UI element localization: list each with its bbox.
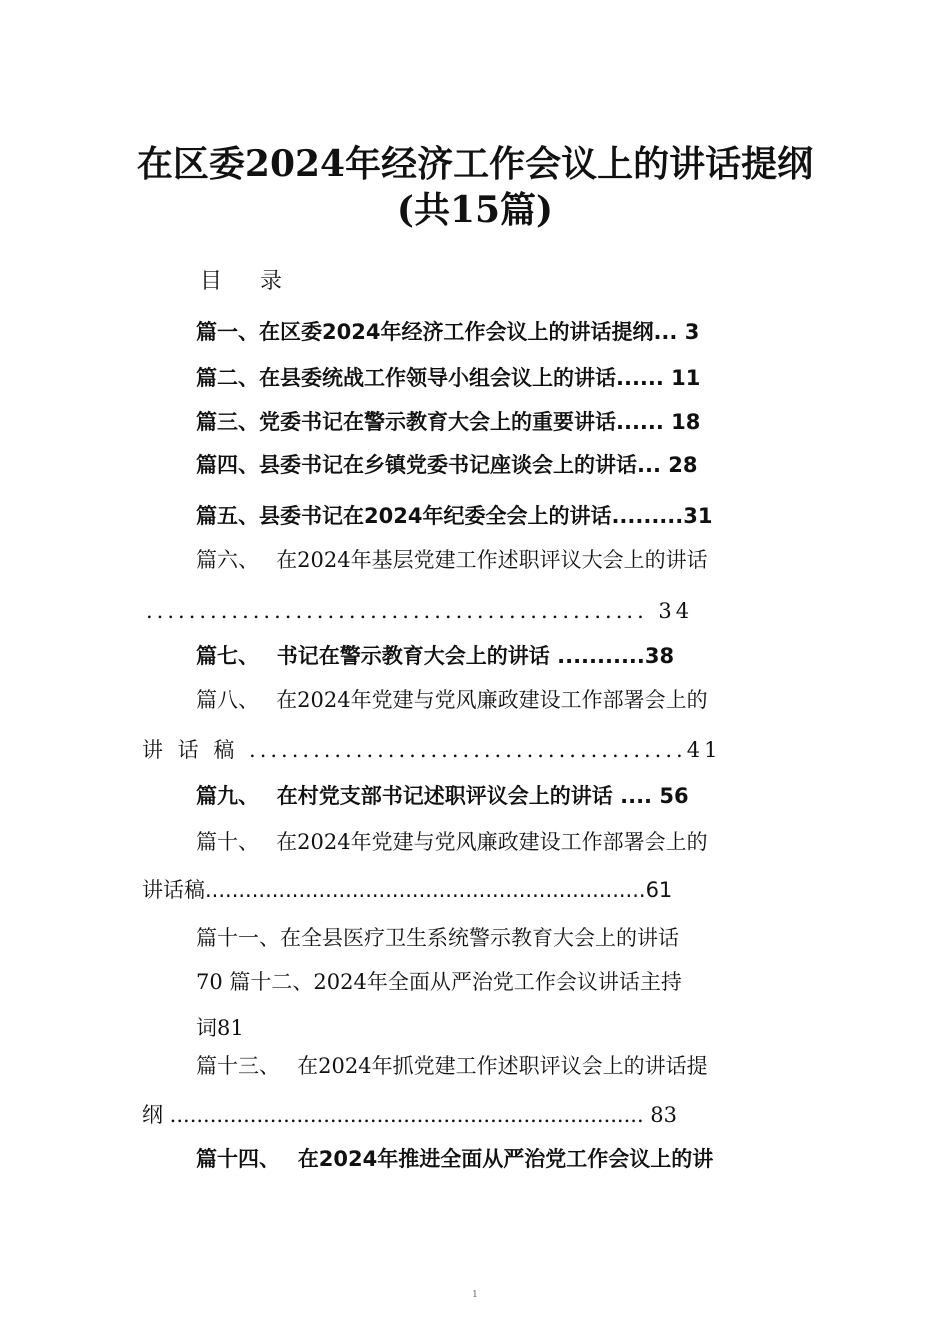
toc-entry-9[interactable]: 篇九、 在村党支部书记述职评议会上的讲话 .... 56	[196, 784, 689, 808]
document-title-line2: (共15篇)	[396, 189, 554, 231]
toc-entry-6-line1[interactable]: 篇六、 在2024年基层党建工作述职评议大会上的讲话	[196, 548, 708, 572]
toc-entry-13-line2[interactable]: 纲 ....................................................................... 83	[142, 1103, 678, 1127]
toc-entry-11-line1[interactable]: 篇十一、在全县医疗卫生系统警示教育大会上的讲话	[196, 926, 679, 950]
toc-entry-11-line3[interactable]: 词81	[196, 1016, 244, 1040]
toc-entry-11-line2[interactable]: 70 篇十二、2024年全面从严治党工作会议讲话主持	[196, 970, 682, 994]
document-title-line1: 在区委2024年经济工作会议上的讲话提纲	[136, 143, 814, 185]
toc-entry-10-line2[interactable]: 讲话稿..................................................................61	[142, 878, 673, 902]
toc-entry-5[interactable]: 篇五、县委书记在2024年纪委全会上的讲话.........31	[196, 504, 713, 528]
toc-entry-14[interactable]: 篇十四、 在2024年推进全面从严治党工作会议上的讲	[196, 1147, 714, 1171]
toc-entry-4[interactable]: 篇四、县委书记在乡镇党委书记座谈会上的讲话... 28	[196, 453, 698, 477]
toc-heading: 目 录	[200, 269, 291, 294]
toc-entry-7[interactable]: 篇七、 书记在警示教育大会上的讲话 ...........38	[196, 644, 675, 668]
toc-entry-10-line1[interactable]: 篇十、 在2024年党建与党风廉政建设工作部署会上的	[196, 830, 708, 854]
toc-entry-6-line2[interactable]: ............................................... 34	[146, 599, 694, 623]
page-number: 1	[472, 1290, 478, 1300]
toc-entry-2[interactable]: 篇二、在县委统战工作领导小组会议上的讲话...... 11	[196, 366, 701, 390]
toc-entry-1[interactable]: 篇一、在区委2024年经济工作会议上的讲话提纲... 3	[196, 320, 700, 344]
toc-entry-13-line1[interactable]: 篇十三、 在2024年抓党建工作述职评议会上的讲话提	[196, 1054, 708, 1078]
toc-entry-8-line2[interactable]: 讲 话 稿 .........................................41	[142, 738, 722, 762]
toc-entry-3[interactable]: 篇三、党委书记在警示教育大会上的重要讲话...... 18	[196, 410, 701, 434]
toc-entry-8-line1[interactable]: 篇八、 在2024年党建与党风廉政建设工作部署会上的	[196, 688, 708, 712]
